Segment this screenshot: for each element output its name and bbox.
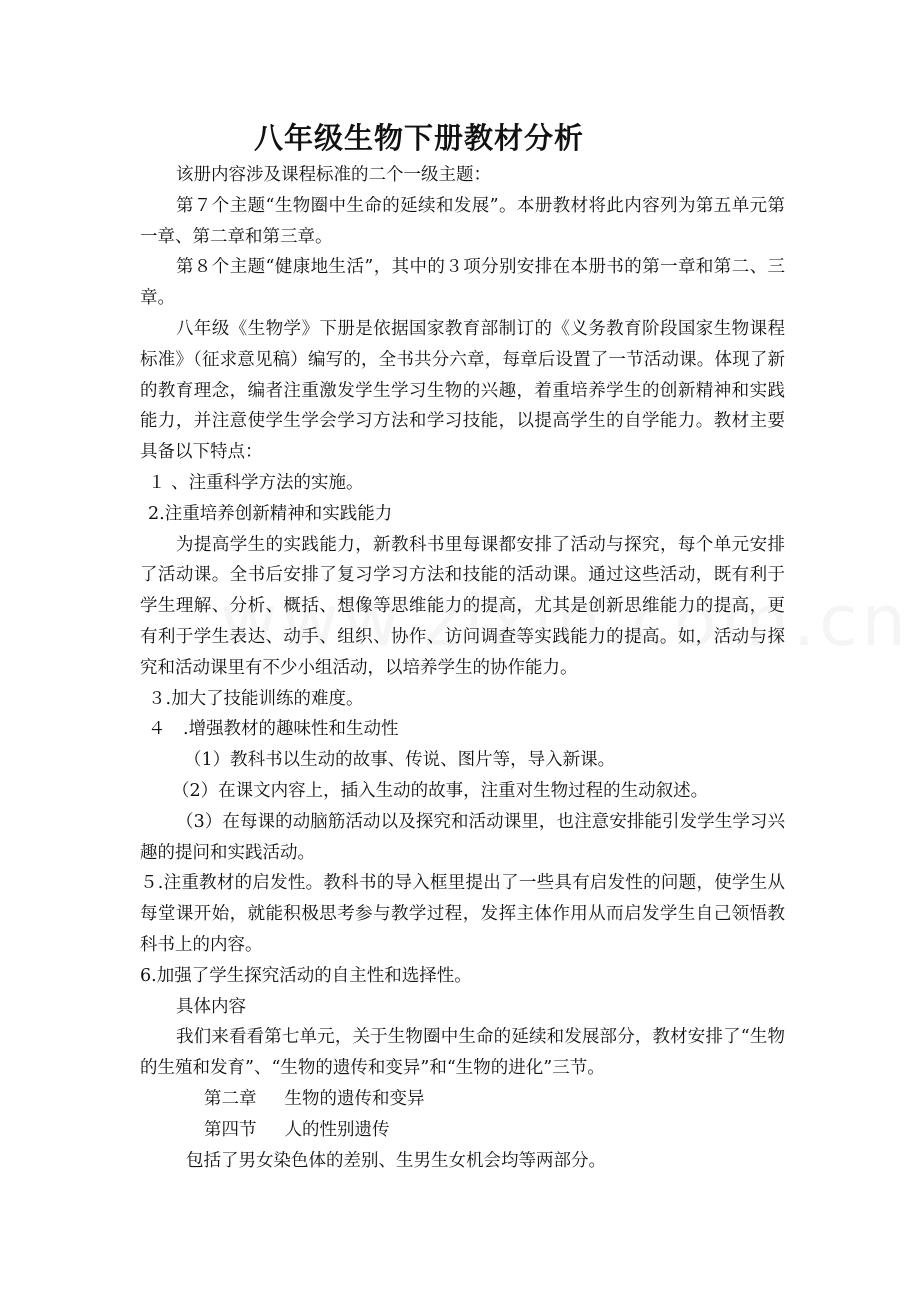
specific-content-heading: 具体内容 [176, 996, 246, 1017]
list-item-1: １ 、注重科学方法的实施。 [148, 472, 364, 493]
list-item-4: ４ .增强教材的趣味性和生动性 [148, 719, 399, 740]
section-label: 第四节 [204, 1119, 257, 1140]
paragraph-theme-7: 第７个主题“生物圈中生命的延续和发展”。本册教材将此内容列为第五单元第一章、第二章和第三章。 [140, 195, 785, 247]
sub-item-1: （1）教科书以生动的故事、传说、图片等，导入新课。 [184, 750, 616, 771]
paragraph-unit-seven: 我们来看看第七单元，关于生物圈中生命的延续和发展部分，教材安排了“生物的生殖和发育”、“生物的遗传和变异”和“生物的进化”三节。 [140, 1027, 785, 1079]
sub-item-3: （3）在每课的动脑筋活动以及探究和活动课里，也注意安排能引发学生学习兴趣的提问和实践活动。 [140, 811, 785, 863]
paragraph-closing: 包括了男女染色体的差别、生男生女机会均等两部分。 [186, 1150, 606, 1171]
list-item-5: ５.注重教材的启发性。教科书的导入框里提出了一些具有启发性的问题，使学生从每堂课开始，就能积极思考参与教学过程，发挥主体作用从而启发学生自己领悟教科书上的内容。 [140, 873, 785, 955]
paragraph-intro: 该册内容涉及课程标准的二个一级主题： [176, 165, 491, 185]
page-title: 八年级生物下册教材分析 [253, 121, 584, 155]
chapter-heading [140, 1084, 785, 1115]
sub-item-2: （2）在课文内容上，插入生动的故事，注重对生物过程的生动叙述。 [172, 780, 709, 801]
section-name: 人的性别遗传 [284, 1119, 390, 1140]
list-item-6: 6.加强了学生探究活动的自主性和选择性。 [140, 965, 472, 986]
paragraph-theme-8: 第８个主题“健康地生活”，其中的３项分别安排在本册书的第一章和第二、三章。 [140, 257, 785, 309]
paragraph-overview: 八年级《生物学》下册是依据国家教育部制订的《义务教育阶段国家生物课程标准》（征求意见稿）编写的，全书共分六章，每章后设置了一节活动课。体现了新的教育理念，编者注重激发学生学习生物的兴趣，着重培养学生的创新精神和实践能力，并注意使学生学会学习方法和学习技能，以提高学生的自学能力。教材主要具备以下特点： [140, 318, 785, 463]
document-body [140, 160, 785, 1176]
section-heading [140, 1115, 785, 1146]
chapter-name: 生物的遗传和变异 [284, 1088, 425, 1109]
chapter-label: 第二章 [204, 1088, 257, 1109]
list-item-2: 2.注重培养创新精神和实践能力 [148, 503, 393, 524]
paragraph-practice: 为提高学生的实践能力，新教科书里每课都安排了活动与探究，每个单元安排了活动课。全书后安排了复习学习方法和技能的活动课。通过这些活动，既有利于学生理解、分析、概括、想像等思维能力的提高，尤其是创新思维能力的提高，更有利于学生表达、动手、组织、协作、访问调查等实践能力的提高。如，活动与探究和活动课里有不少小组活动，以培养学生的协作能力。 [140, 534, 785, 678]
list-item-3: ３.加大了技能训练的难度。 [148, 688, 364, 709]
